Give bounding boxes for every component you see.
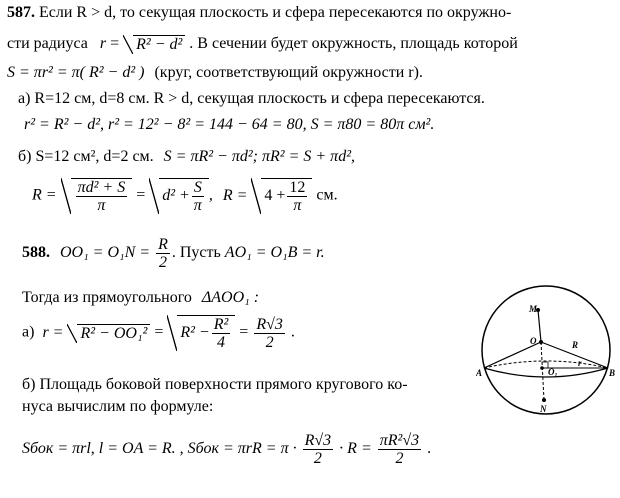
p588-a-res-den: 2 — [265, 333, 274, 351]
label-small-r: r — [578, 358, 582, 368]
p587-r: r — [99, 35, 107, 53]
p588-a-sqrt2 — [167, 315, 235, 351]
point-o1 — [540, 366, 544, 370]
p587-sqrt — [123, 35, 185, 54]
p588-f-num2: πR²√3 — [379, 432, 420, 449]
p587-sqrt-radicand: R² − d² — [133, 35, 185, 54]
p587-b-eq: = — [136, 186, 146, 204]
p587-text-2b: . В сечении будет окружность, площадь которой — [189, 35, 518, 53]
label-n: N — [540, 404, 547, 414]
label-b: B — [609, 368, 616, 378]
p588-oo1: OO₁ = O₁N = — [60, 244, 151, 262]
p588-b2: нуса вычислим по формуле: — [22, 398, 214, 415]
p588-a-res-num: R√3 — [256, 315, 283, 333]
axis-mo — [538, 310, 541, 342]
point-n — [542, 398, 546, 402]
p587-line1 — [7, 4, 511, 22]
p588-a-dot: . — [290, 323, 295, 341]
p587-text-2a: сти радиуса — [7, 35, 88, 53]
p587-text-3: (круг, соответствующий окружности r). — [154, 64, 423, 81]
p588-a-line — [22, 315, 295, 351]
p587-b-comma: , — [208, 186, 213, 204]
p588-f-num1: R√3 — [304, 432, 332, 449]
p587-b-formula: S = πR² − πd²; πR² = S + πd², — [163, 148, 355, 165]
p587-b-sqrt3 — [251, 178, 312, 214]
p588-a-rad2-num: R² — [213, 316, 229, 333]
p587-a-text: а) R=12 см, d=8 см. R > d, секущая плоскость и сфера пересекаются. — [18, 90, 485, 107]
p587-b-unit: см. — [316, 186, 338, 204]
p587-b-f3-den: π — [293, 197, 302, 214]
section-front-arc — [484, 368, 608, 377]
label-a: A — [476, 368, 483, 378]
sphere-cone-figure — [476, 282, 616, 418]
sphere-outline — [482, 286, 610, 414]
p588-a-sqrt1 — [67, 324, 150, 343]
p588-a-eq: = — [154, 323, 164, 341]
p588-f-dot: . — [427, 440, 432, 458]
p587-line3 — [7, 64, 423, 82]
p588-number: 588. — [22, 244, 50, 262]
p588-final-formula — [22, 432, 431, 467]
p588-text-1b: . Пусть — [171, 244, 221, 262]
p588-a-r: r = — [42, 323, 64, 341]
p588-line1 — [22, 236, 325, 271]
p588-a-label: а) — [22, 323, 35, 341]
p587-b-sqrt1 — [61, 178, 133, 214]
p588-f-b: · R = — [339, 440, 372, 458]
p588-a-rad2-a: R² − — [180, 324, 210, 342]
p587-number: 587. — [7, 4, 35, 21]
point-o — [539, 340, 543, 344]
p588-line2 — [22, 289, 259, 307]
p588-frac-den: 2 — [158, 254, 167, 271]
p588-a-eq2: = — [239, 323, 249, 341]
p587-b-radius — [32, 178, 338, 214]
label-o1: O₁ — [548, 367, 558, 377]
p588-f-a: Sбок = πrl, l = OA = R. , Sбок = πrR = π · — [22, 440, 297, 458]
p588-a-rad2-den: 4 — [217, 334, 225, 351]
p588-frac-num: R — [158, 236, 168, 253]
label-big-r: R — [572, 340, 579, 350]
p587-area-formula: S = πr² = π( R² − d² ) — [7, 64, 145, 81]
p587-line2 — [7, 35, 518, 54]
p587-b-f3-a: 4 + — [264, 187, 286, 205]
p588-b1: б) Площадь боковой поверхности прямого кругового ко- — [22, 376, 408, 393]
p588-f-den1: 2 — [313, 450, 322, 467]
p587-b-f3-num: 12 — [289, 179, 306, 196]
p587-b-f1-den: π — [97, 197, 106, 214]
p587-b-R2: R = — [222, 186, 248, 204]
p587-b-line — [18, 148, 355, 166]
p588-ao1: AO₁ = O₁B = r. — [224, 244, 325, 262]
p587-b-sqrt2 — [149, 178, 209, 214]
p587-b-R: R = — [32, 186, 57, 204]
p587-b-text: б) S=12 см², d=2 см. — [18, 148, 154, 165]
axis-on — [541, 342, 544, 400]
p587-b-f2-den: π — [193, 197, 202, 214]
p588-a-rad1: R² − OO₁² — [77, 324, 150, 343]
p587-b-f2-a: d² + — [162, 187, 190, 205]
p588-text-2: Тогда из прямоугольного — [22, 289, 192, 306]
p588-triangle: ΔAOO₁ : — [201, 289, 260, 306]
p587-a-formula: r² = R² − d², r² = 12² − 8² = 144 − 64 = 80, S = π80 = 80π см². — [24, 116, 435, 133]
p587-eq: = — [110, 35, 120, 53]
label-m: M — [529, 304, 538, 314]
p587-b-f1-num: πd² + S — [77, 179, 126, 196]
label-o: O — [530, 336, 537, 346]
p587-text-1: Если R > d, то секущая плоскость и сфера пересекаются по окружно- — [39, 4, 512, 21]
p587-b-f2-num: S — [193, 179, 202, 196]
p588-f-den2: 2 — [395, 450, 404, 467]
